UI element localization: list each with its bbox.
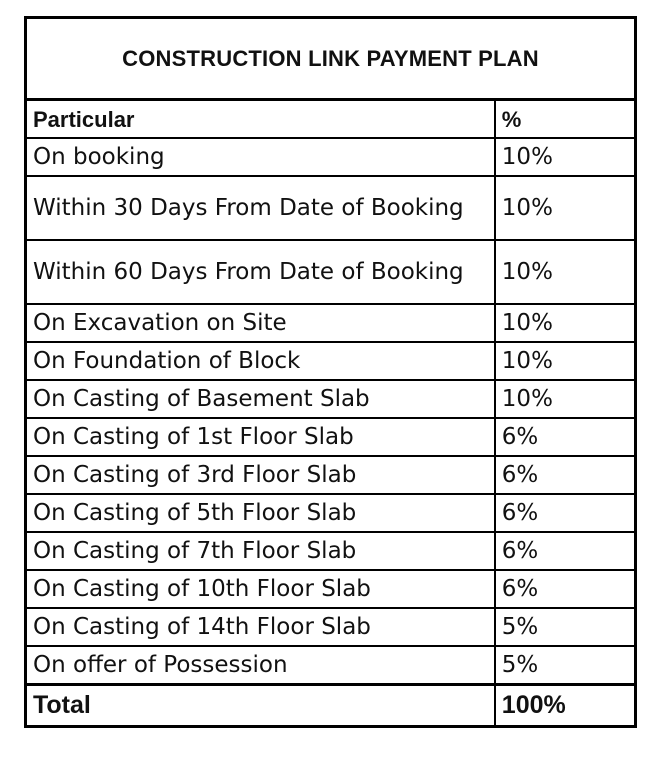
table-row [26, 380, 636, 418]
percent-cell: 10% [495, 342, 636, 380]
percent-cell: 6% [495, 418, 636, 456]
percent-cell: 10% [495, 380, 636, 418]
percent-cell: 6% [495, 532, 636, 570]
percent-cell: 6% [495, 456, 636, 494]
table-row [26, 608, 636, 646]
percent-cell: 5% [495, 608, 636, 646]
header-row [26, 100, 636, 139]
total-row [26, 685, 636, 727]
table-row [26, 240, 636, 304]
percent-cell: 5% [495, 646, 636, 685]
table-row [26, 342, 636, 380]
particular-cell: On Casting of 7th Floor Slab [26, 532, 495, 570]
particular-cell: On Casting of 1st Floor Slab [26, 418, 495, 456]
particular-cell: On Foundation of Block [26, 342, 495, 380]
particular-cell: Within 60 Days From Date of Booking [26, 240, 495, 304]
percent-cell: 10% [495, 304, 636, 342]
table-row [26, 304, 636, 342]
particular-cell: On booking [26, 138, 495, 176]
particular-cell: On Casting of 5th Floor Slab [26, 494, 495, 532]
particular-cell: On Excavation on Site [26, 304, 495, 342]
column-header-percent: % [495, 100, 636, 139]
particular-cell: On Casting of Basement Slab [26, 380, 495, 418]
table-row [26, 176, 636, 240]
payment-plan-table [24, 16, 637, 728]
column-header-particular: Particular [26, 100, 495, 139]
table-row [26, 418, 636, 456]
title-row [26, 18, 636, 100]
particular-cell: On Casting of 14th Floor Slab [26, 608, 495, 646]
percent-cell: 10% [495, 176, 636, 240]
particular-cell: Within 30 Days From Date of Booking [26, 176, 495, 240]
total-percent: 100% [495, 685, 636, 727]
table-row [26, 570, 636, 608]
particular-cell: On Casting of 10th Floor Slab [26, 570, 495, 608]
percent-cell: 10% [495, 138, 636, 176]
table-row [26, 532, 636, 570]
particular-cell: On Casting of 3rd Floor Slab [26, 456, 495, 494]
percent-cell: 6% [495, 570, 636, 608]
table-row [26, 494, 636, 532]
table-row [26, 138, 636, 176]
particular-cell: On offer of Possession [26, 646, 495, 685]
table-row [26, 456, 636, 494]
total-label: Total [26, 685, 495, 727]
percent-cell: 10% [495, 240, 636, 304]
percent-cell: 6% [495, 494, 636, 532]
table-row [26, 646, 636, 685]
table-title: CONSTRUCTION LINK PAYMENT PLAN [26, 18, 636, 100]
